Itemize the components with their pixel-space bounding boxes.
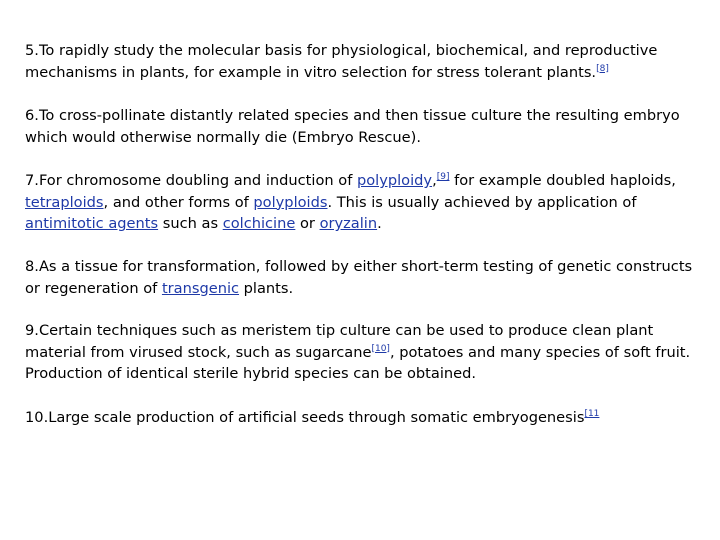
link-colchicine[interactable]: colchicine (222, 215, 296, 232)
list-item-6 (25, 105, 695, 148)
item-text: . This is usually achieved by application of (327, 193, 637, 211)
item-number: 7. (25, 172, 39, 189)
item-text: such as (158, 215, 223, 232)
list-item-5 (25, 40, 695, 83)
link-polyploidy[interactable]: polyploidy (356, 172, 433, 189)
item-text: plants. (239, 279, 294, 297)
list-item-10 (25, 407, 695, 429)
item-text: For chromosome doubling and induction of (38, 172, 357, 189)
list-item-8 (25, 256, 695, 299)
item-number: 5. (25, 42, 39, 59)
item-number: 10. (25, 409, 49, 426)
item-text: , and other forms of (103, 193, 254, 211)
item-text: or (295, 215, 320, 232)
item-text: , potatoes and many species of soft fruit. Production of identical sterile hybrid species can be obtained. (25, 343, 691, 382)
link-tetraploids[interactable]: tetraploids (25, 193, 104, 211)
item-text: To cross-pollinate distantly related species and then tissue culture the resulting embryo which would otherwise normally die (Embryo Rescue). (25, 107, 680, 146)
item-text: Certain techniques such as meristem tip culture can be used to produce clean plant material from virused stock, such as sugarcane (25, 322, 654, 361)
citation-link-8[interactable]: [8] (596, 63, 609, 74)
item-text: , (432, 172, 437, 189)
list-item-9 (25, 320, 695, 385)
citation-link-11[interactable]: [11 (584, 409, 600, 419)
item-text: . (377, 215, 382, 232)
item-number: 8. (25, 258, 39, 275)
item-text: Large scale production of artificial seeds through somatic embryogenesis (48, 409, 585, 426)
item-text: To rapidly study the molecular basis for physiological, biochemical, and reproductive mechanisms in plants, for example in vitro selection for stress tolerant plants. (25, 42, 658, 81)
list-item-7 (25, 170, 695, 235)
citation-link-9[interactable]: [9] (436, 172, 450, 182)
item-number: 9. (25, 322, 39, 339)
link-transgenic[interactable]: transgenic (161, 279, 240, 297)
item-text: As a tissue for transformation, followed by either short-term testing of genetic constructs or regeneration of (25, 258, 693, 297)
link-polyploids[interactable]: polyploids (253, 193, 328, 211)
link-antimitotic-agents[interactable]: antimitotic agents (25, 215, 159, 232)
link-oryzalin[interactable]: oryzalin (319, 215, 378, 232)
item-number: 6. (25, 107, 39, 124)
citation-link-10[interactable]: [10] (371, 343, 390, 354)
item-text: for example doubled haploids, (449, 172, 676, 189)
